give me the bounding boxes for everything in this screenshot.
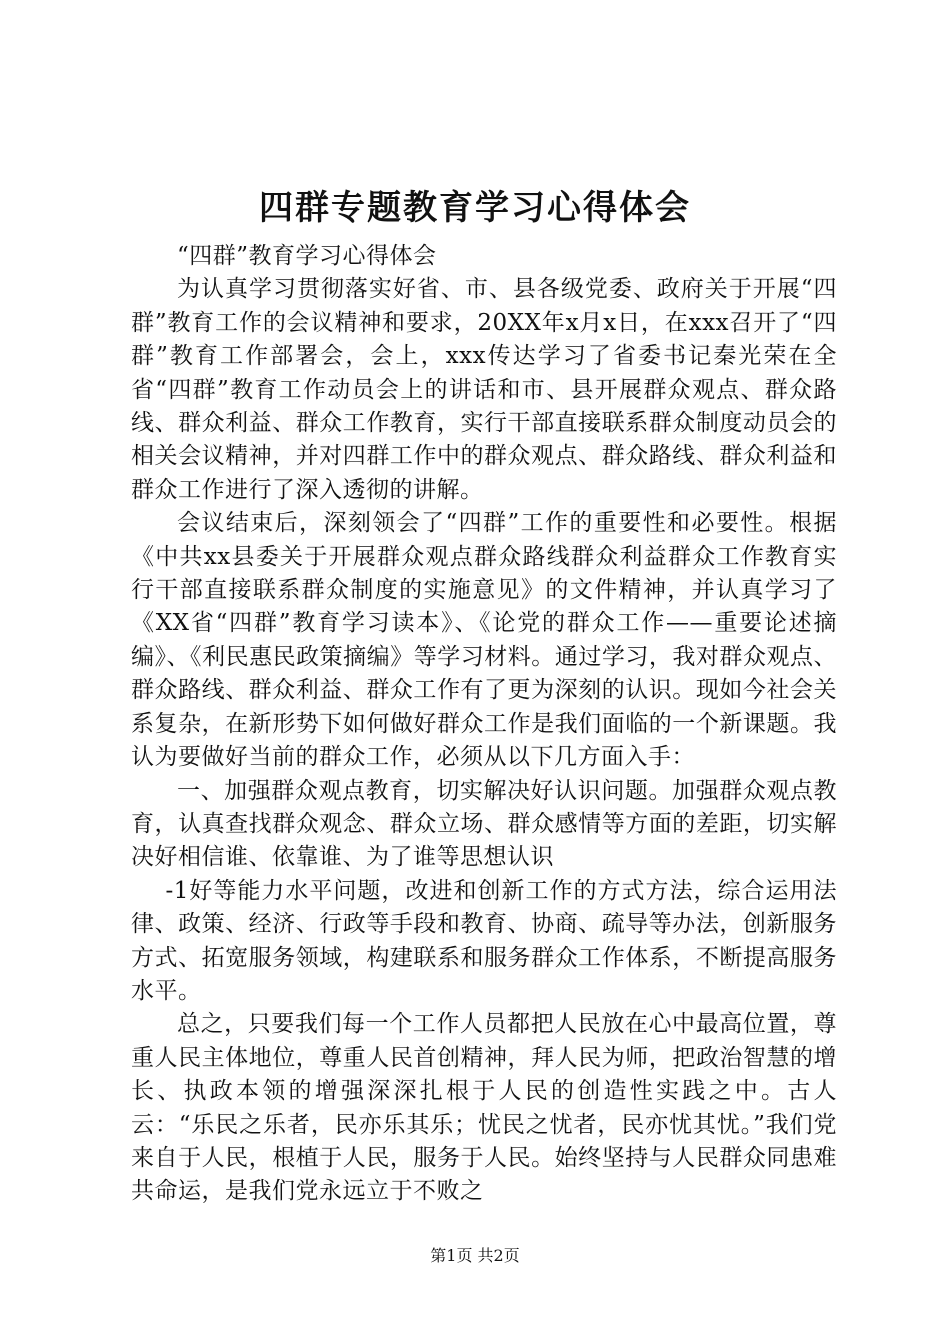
- page-footer: 第1页 共2页: [430, 1246, 520, 1265]
- intro-paragraph: 为认真学习贯彻落实好省、市、县各级党委、政府关于开展“四群”教育工作的会议精神和要求，20XX年x月x日，在xxx召开了“四群”教育工作部署会，会上，xxx传达学习了省委书记秦光荣在全省“四群”教育工作动员会上的讲话和市、县开展群众观点、群众路线、群众利益、群众工作教育，实行干部直接联系群众制度动员会的相关会议精神，并对四群工作中的群众观点、群众路线、群众利益和群众工作进行了深入透彻的讲解。: [131, 276, 837, 503]
- page-title: 四群专题教育学习心得体会: [259, 188, 691, 228]
- point-one-paragraph: 一、加强群众观点教育，切实解决好认识问题。加强群众观点教育，认真查找群众观念、群众立场、群众感情等方面的差距，切实解决好相信谁、依靠谁、为了谁等思想认识: [131, 777, 837, 871]
- subtitle-paragraph: “四群”教育学习心得体会: [177, 243, 437, 269]
- conclusion-paragraph: 总之，只要我们每一个工作人员都把人民放在心中最高位置，尊重人民主体地位，尊重人民首创精神，拜人民为师，把政治智慧的增长、执政本领的增强深深扎根于人民的创造性实践之中。古人云：“乐民之乐者，民亦乐其乐；忧民之忧者，民亦忧其忧。”我们党来自于人民，根植于人民，服务于人民。始终坚持与人民群众同患难共命运，是我们党永远立于不败之: [131, 1011, 837, 1205]
- body-paragraph: 会议结束后，深刻领会了“四群”工作的重要性和必要性。根据《中共xx县委关于开展群众观点群众路线群众利益群众工作教育实行干部直接联系群众制度的实施意见》的文件精神，并认真学习了《XX省“四群”教育学习读本》、《论党的群众工作——重要论述摘编》、《利民惠民政策摘编》等学习材料。通过学习，我对群众观点、群众路线、群众利益、群众工作有了更为深刻的认识。现如今社会关系复杂，在新形势下如何做好群众工作是我们面临的一个新课题。我认为要做好当前的群众工作，必须从以下几方面入手：: [131, 510, 837, 771]
- document-body: [131, 240, 837, 1209]
- continuation-paragraph: -1好等能力水平问题，改进和创新工作的方式方法，综合运用法律、政策、经济、行政等手段和教育、协商、疏导等办法，创新服务方式、拓宽服务领域，构建联系和服务群众工作体系，不断提高服务水平。: [131, 877, 837, 1004]
